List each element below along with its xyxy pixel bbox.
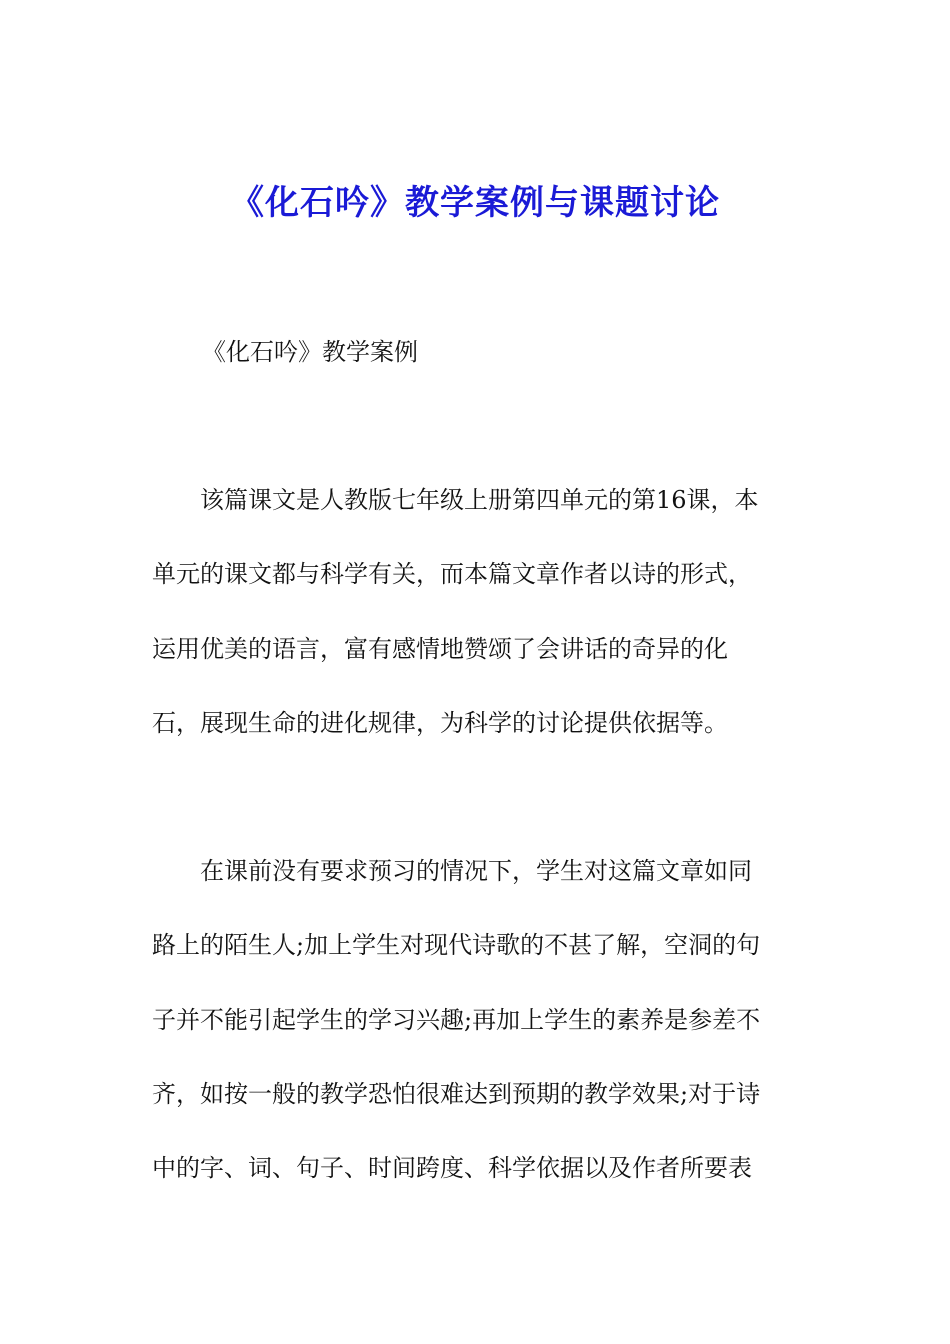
paragraph-2-line-1: 在课前没有要求预习的情况下，学生对这篇文章如同 (152, 857, 752, 885)
paragraph-2-line-5: 中的字、词、句子、时间跨度、科学依据以及作者所要表 (152, 1154, 752, 1182)
paragraph-2-line-3: 子并不能引起学生的学习兴趣;再加上学生的素养是参差不 (152, 1006, 761, 1034)
section-subtitle: 《化石吟》教学案例 (202, 338, 418, 366)
paragraph-1-line-1: 该篇课文是人教版七年级上册第四单元的第16课，本 (152, 486, 759, 514)
paragraph-1-line-4: 石，展现生命的进化规律，为科学的讨论提供依据等。 (152, 709, 728, 737)
document-title: 《化石吟》教学案例与课题讨论 (230, 183, 720, 223)
paragraph-2-line-2: 路上的陌生人;加上学生对现代诗歌的不甚了解，空洞的句 (152, 931, 761, 959)
paragraph-1-line-3: 运用优美的语言，富有感情地赞颂了会讲话的奇异的化 (152, 635, 728, 663)
paragraph-1-line-2: 单元的课文都与科学有关，而本篇文章作者以诗的形式， (152, 560, 752, 588)
paragraph-2-line-4: 齐，如按一般的教学恐怕很难达到预期的教学效果;对于诗 (152, 1080, 761, 1108)
